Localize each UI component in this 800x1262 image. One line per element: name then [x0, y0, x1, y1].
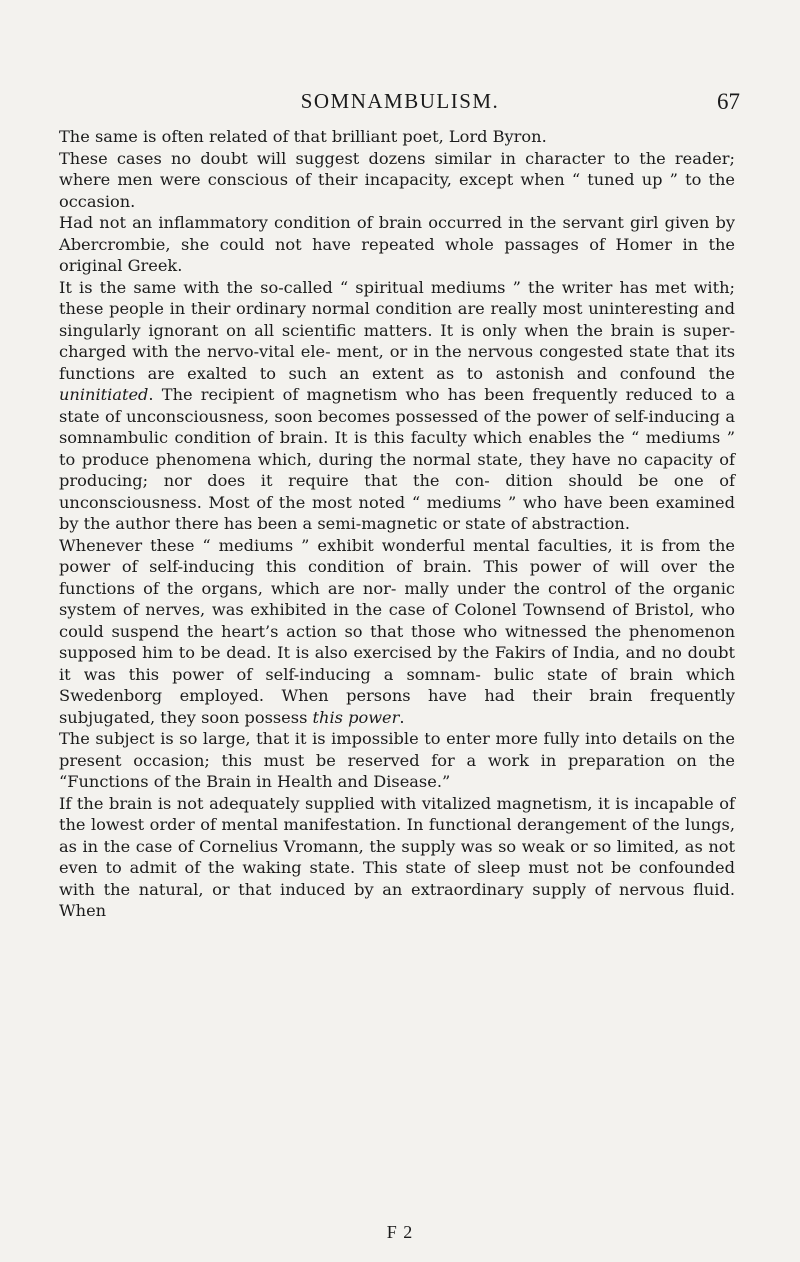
paragraph-p2 — [59, 148, 735, 213]
paragraph-p3 — [59, 212, 735, 277]
text-run: It is the same with the so-called “ spiritual mediums ” the writer has met with; these people in their ordinary normal condition are really most uninteresting and singularly ignorant on all scientific matters. It is only when the brain is super-charged with the nervo-vital ele- ment, or in the nervous congested state that its functions are exalted to such an extent as to astonish and confound the — [59, 277, 735, 383]
text-run: Had not an inflammatory condition of brain occurred in the servant girl given by Abercrombie, she could not have repeated whole passages of Homer in the original Greek. — [59, 213, 735, 275]
text-run: These cases no doubt will suggest dozens similar in character to the reader; where men were conscious of their incapacity, except when “ tuned up ” to the occasion. — [59, 148, 735, 211]
paragraph-p4 — [59, 277, 735, 535]
paragraph-p6 — [59, 728, 735, 793]
italic-text: uninitiated — [59, 385, 149, 404]
paragraph-p1 — [59, 126, 735, 148]
text-run: The same is often related of that brilliant poet, Lord Byron. — [59, 127, 547, 146]
chapter-title: SOMNAMBULISM. — [300, 89, 500, 113]
running-head — [0, 89, 800, 113]
paragraph-p5 — [59, 535, 735, 729]
text-run: If the brain is not adequately supplied with vitalized magnetism, it is incapable of the lowest order of mental manifestation. In functional derangement of the lungs, as in the case of Cornelius Vromann, the supply was so weak or so limited, as not even to admit of the waking state. This state of sleep must not be confounded with the natural, or that induced by an extraordinary supply of nervous fluid. When — [59, 793, 735, 920]
printer-signature-mark: F 2 — [386, 1222, 414, 1242]
body-text — [59, 126, 735, 922]
italic-text: this power — [312, 707, 400, 727]
page-number: 67 — [717, 89, 740, 114]
text-run: The subject is so large, that it is impossible to enter more fully into details on the present occasion; this must be reserved for a work in preparation on the “Functions of the Brain in Health and Disease.” — [59, 729, 735, 791]
text-run: . — [399, 707, 405, 727]
text-run: . The recipient of magnetism who has been frequently reduced to a state of unconsciousness, soon becomes possessed of the power of self-inducing a somnambulic condition of brain. It is this faculty which enables the “ mediums ” to produce phenomena which, during the normal state, they have no capacity of producing; nor does it require that the con- dition should be one of unconsciousness. Most of the most noted “ mediums ” who have been examined by the author there has been a semi-magnetic or state of abstraction. — [59, 385, 735, 533]
text-run: Whenever these “ mediums ” exhibit wonderful mental faculties, it is from the power of self-inducing this condition of brain. This power of will over the functions of the organs, which are nor- mally under the control of the organic system of nerves, was exhibited in the case of Colonel Townsend of Bristol, who could suspend the heart’s action so that those who witnessed the phenomenon supposed him to be dead. It is also exercised by the Fakirs of India, and no doubt it was this power of self-inducing a somnam- bulic state of brain which Swedenborg employed. When persons have had their brain frequently subjugated, they soon possess — [59, 535, 735, 727]
paragraph-p7 — [59, 793, 735, 922]
